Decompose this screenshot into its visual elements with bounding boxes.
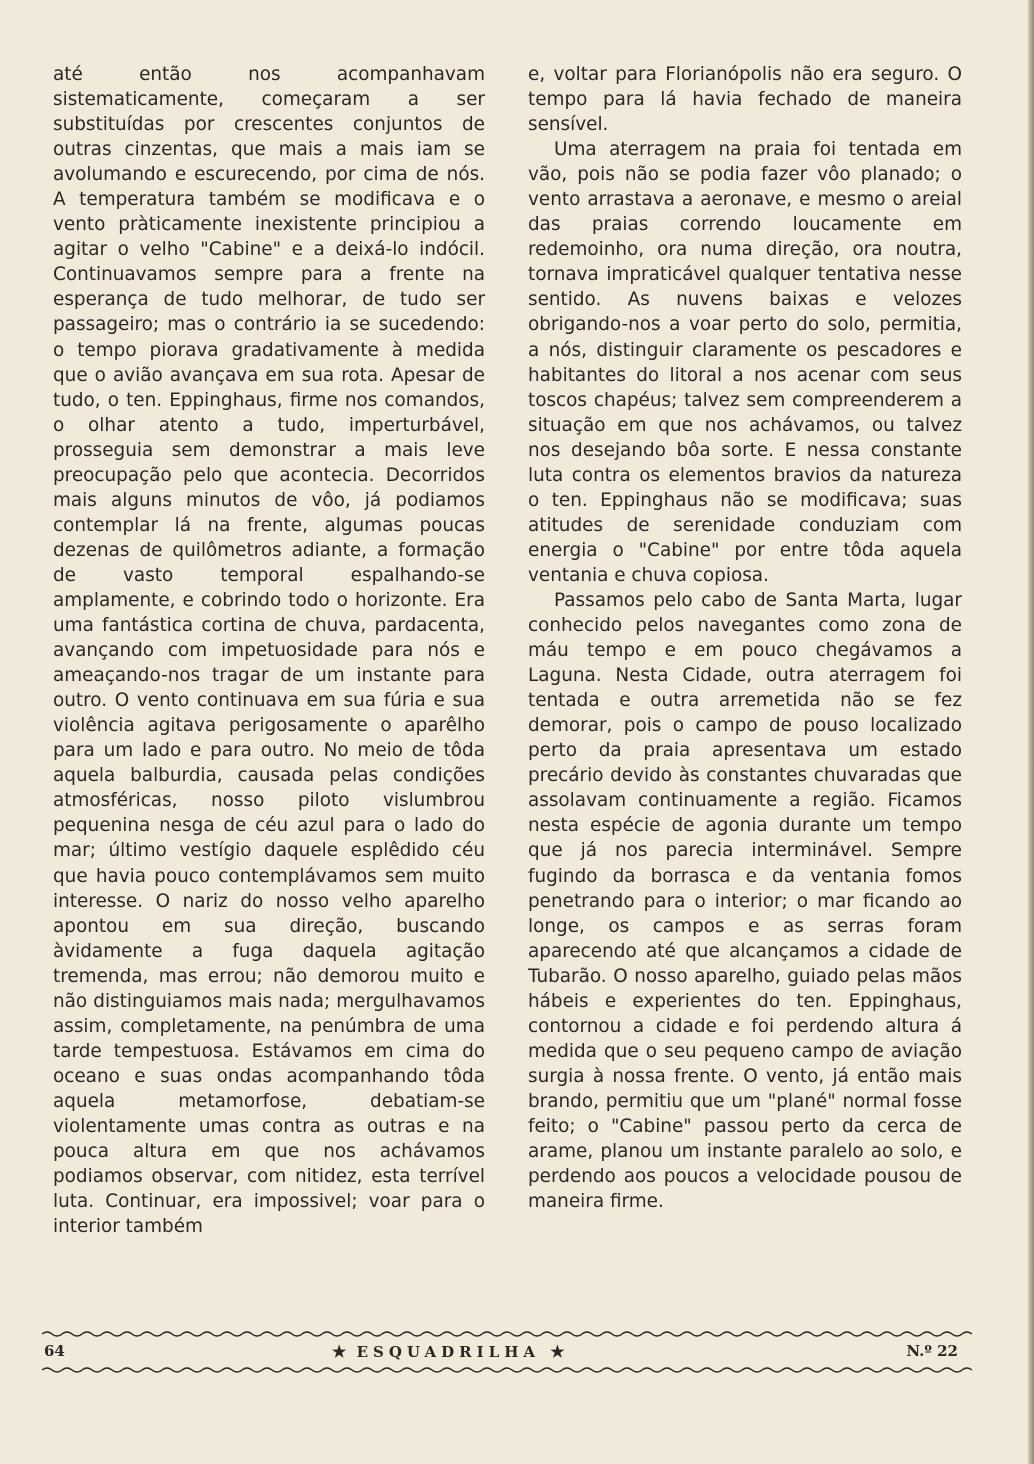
footer-wave-bottom bbox=[42, 1366, 972, 1374]
left-column bbox=[53, 62, 485, 1239]
magazine-title: ESQUADRILHA bbox=[356, 1343, 541, 1361]
page-edge bbox=[1028, 0, 1034, 1464]
right-column bbox=[528, 62, 962, 1214]
magazine-title-group bbox=[332, 1342, 565, 1361]
right-paragraph-2: Uma aterragem na praia foi tentada em vão, pois não se podia fazer vôo planado; o vento arrastava a aeronave, e mesmo o areial das praias correndo loucamente em redemoinho, ora numa direção, ora noutra, tornava impraticável qualquer tentativa nesse sentido. As nuvens baixas e velozes obrigando-nos a voar perto do solo, permitia, a nós, distinguir claramente os pescadores e habitantes do litoral a nos acenar com seus toscos chapéus; talvez sem compreenderem a situação em que nos achávamos, ou talvez nos desejando bôa sorte. E nessa constante luta contra os elementos bravios da natureza o ten. Eppinghaus não se modificava; suas atitudes de serenidade conduziam com energia o "Cabine" por entre tôda aquela ventania e chuva copiosa. bbox=[528, 139, 962, 586]
footer-wave-top bbox=[42, 1330, 972, 1338]
page-number: 64 bbox=[44, 1342, 65, 1360]
page-footer bbox=[42, 1330, 972, 1378]
right-paragraph-1: e, voltar para Florianópolis não era seguro. O tempo para lá havia fechado de maneira sensível. bbox=[528, 64, 962, 136]
issue-number: N.º 22 bbox=[906, 1342, 958, 1360]
star-icon: ★ bbox=[332, 1342, 347, 1361]
right-paragraph-3: Passamos pelo cabo de Santa Marta, lugar conhecido pelos navegantes como zona de máu tempo e em pouco chegávamos a Laguna. Nesta Cidade, outra aterragem foi tentada e outra arremetida não se fez demorar, pois o campo de pouso localizado perto da praia apresentava um estado precário devido às constantes chuvaradas que assolavam continuamente a região. Ficamos nesta espécie de agonia durante um tempo que já nos parecia interminável. Sempre fugindo da borrasca e da ventania fomos penetrando para o interior; o mar ficando ao longe, os campos e as serras foram aparecendo até que alcançamos a cidade de Tubarão. O nosso aparelho, guiado pelas mãos hábeis e experientes do ten. Eppinghaus, contornou a cidade e foi perdendo altura á medida que o seu pequeno campo de aviação surgia à nossa frente. O vento, já então mais brando, permitiu que um "plané" normal fosse feito; o "Cabine" passou perto da cerca de arame, planou um instante paralelo ao solo, e perdendo aos poucos a velocidade pousou de maneira firme. bbox=[528, 589, 962, 1213]
star-icon: ★ bbox=[550, 1342, 565, 1361]
left-paragraph-1: até então nos acompanhavam sistematicamente, começaram a ser substituídas por crescentes conjuntos de outras cinzentas, que mais a mais iam se avolumando e escurecendo, por cima de nós. A temperatura também se modificava e o vento pràticamente inexistente principiou a agitar o velho "Cabine" e a deixá-lo indócil. Continuavamos sempre para a frente na esperança de tudo melhorar, de tudo ser passageiro; mas o contrário ia se sucedendo: o tempo piorava gradativamente à medida que o avião avançava em sua rota. Apesar de tudo, o ten. Eppinghaus, firme nos comandos, o olhar atento a tudo, imperturbável, prosseguia sem demonstrar a mais leve preocupação pelo que acontecia. Decorridos mais alguns minutos de vôo, já podiamos contemplar lá na frente, algumas poucas dezenas de quilômetros adiante, a formação de vasto temporal espalhando-se amplamente, e cobrindo todo o horizonte. Era uma fantástica cortina de chuva, pardacenta, avançando com impetuosidade para nós e ameaçando-nos tragar de um instante para outro. O vento continuava em sua fúria e sua violência agitava perigosamente o aparêlho para um lado e para outro. No meio de tôda aquela balburdia, causada pelas condições atmosféricas, nosso piloto vislumbrou pequenina nesga de céu azul para o lado do mar; último vestígio daquele esplêdido céu que havia pouco contemplávamos sem muito interesse. O nariz do nosso velho aparelho apontou em sua direção, buscando àvidamente a fuga daquela agitação tremenda, mas errou; não demorou muito e não distinguiamos mais nada; mergulhavamos assim, completamente, na penúmbra de uma tarde tempestuosa. Estávamos em cima do oceano e suas ondas acompanhando tôda aquela metamorfose, debatiam-se violentamente umas contra as outras e na pouca altura em que nos achávamos podiamos observar, com nitidez, esta terrível luta. Continuar, era impossivel; voar para o interior também bbox=[53, 64, 485, 1238]
